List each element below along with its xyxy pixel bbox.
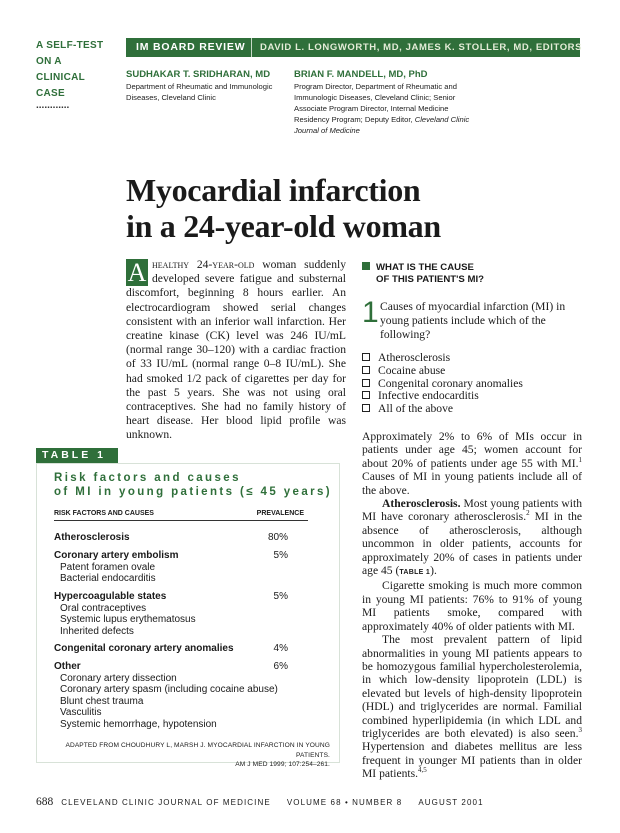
paragraph-heading: Atherosclerosis. (382, 497, 461, 511)
title-line: in a 24-year-old woman (126, 208, 441, 244)
table-source-line: ADAPTED FROM CHOUDHURY L, MARSH J. MYOCARDIAL INFARCTION IN YOUNG PATIENTS. (65, 742, 330, 759)
footer-volume: VOLUME 68 • NUMBER 8 (286, 798, 403, 807)
table-prevalence: 6% (273, 661, 288, 672)
answer-option-label: Congenital coronary anomalies (378, 376, 523, 390)
checkbox-icon[interactable] (362, 379, 370, 387)
checkbox-icon[interactable] (362, 404, 370, 412)
table-item: Patent foramen ovale (60, 561, 156, 573)
section-banner (126, 38, 583, 57)
self-test-line: CLINICAL (36, 72, 86, 83)
table-item: Systemic hemorrhage, hypotension (60, 718, 217, 730)
answer-option-label: Atherosclerosis (378, 351, 451, 364)
table-group-name: Atherosclerosis (54, 532, 130, 543)
table-header (54, 510, 308, 521)
question-text: Causes of myocardial infarction (MI) in young patients include which of the following? (380, 300, 566, 341)
self-test-label (36, 38, 116, 110)
body-paragraph (362, 430, 582, 497)
body-text: Causes of MI in young patients include all of the above. (362, 470, 582, 497)
table-prevalence: 80% (267, 532, 288, 543)
table-source-line: AM J MED 1999; 107:254–261. (235, 761, 330, 768)
title-line: Myocardial infarction (126, 172, 421, 208)
question-heading-line: OF THIS PATIENT'S MI? (376, 274, 484, 285)
table-item: Inherited defects (60, 625, 134, 637)
author-affiliation-line (294, 114, 474, 136)
page-footer (36, 796, 596, 809)
table-item: Bacterial endocarditis (60, 573, 156, 584)
table-item: Systemic lupus erythematosus (60, 614, 196, 625)
column-header-prevalence: PREVALENCE (256, 510, 304, 517)
table-title-line: of MI in young patients (≤ 45 years) (54, 486, 333, 498)
column-header-cause: RISK FACTORS AND CAUSES (54, 510, 154, 517)
table-item: Vasculitis (60, 707, 102, 718)
table-label: TABLE 1 (36, 448, 118, 463)
body-paragraph (362, 633, 582, 780)
page-number: 688 (36, 796, 54, 808)
body-text: Hypertension and diabetes mellitus are less frequent in younger MI patients than in older MI patients. (362, 740, 582, 781)
table-prevalence: 4% (273, 643, 288, 654)
self-test-dots: ............ (36, 100, 70, 111)
answer-option-label: Infective endocarditis (378, 389, 479, 403)
intro-lead: healthy 24-year-old (152, 258, 255, 271)
citation-ref: 4,5 (418, 766, 427, 775)
author-affiliation-line: Diseases, Cleveland Clinic (126, 93, 216, 102)
table-group-name: Other (54, 661, 81, 672)
self-test-line: ON A (36, 56, 62, 67)
table-prevalence: 5% (273, 550, 288, 561)
editors-line: DAVID L. LONGWORTH, MD, JAMES K. STOLLER, MD, EDITORS (260, 42, 583, 53)
table-row (54, 550, 308, 585)
table-row (54, 591, 308, 637)
drop-cap: A (127, 258, 147, 287)
table-row (54, 661, 308, 730)
table-group-name: Congenital coronary artery anomalies (54, 643, 234, 654)
self-test-line: A SELF-TEST (36, 40, 104, 51)
question-number: 1 (362, 296, 379, 329)
table-row (54, 643, 308, 655)
square-bullet-icon (362, 262, 370, 270)
table-prevalence: 5% (273, 591, 288, 602)
checkbox-icon[interactable] (362, 391, 370, 399)
body-paragraph (362, 497, 582, 579)
table-title-line: Risk factors and causes (54, 472, 241, 484)
citation-ref: 1 (578, 455, 582, 464)
table-reference[interactable]: TABLE 1 (399, 569, 431, 577)
intro-text: woman suddenly developed severe fatigue and substernal discomfort, beginning 8 hours earlier. An electrocardiogram showed serial changes consistent with an inferior wall infarction. Her creatine kinase (CK) level was 246 IU/mL (normal range 30–120) with a cardiac fraction of 33 IU/mL (normal range 0–8 IU/mL). She had smoked 1/2 pack of cigarettes per day for the past 5 years. She was not using oral contraceptives. She had no family history of heart disease. Her blood lipid profile was unknown. (126, 258, 347, 442)
table-source (54, 741, 330, 770)
table-row (54, 532, 308, 544)
checkbox-icon[interactable] (362, 366, 370, 374)
self-test-line: CASE (36, 88, 65, 99)
body-paragraph: Cigarette smoking is much more common in young MI patients: 76% to 91% of young MI patients smoke, compared with approximately 40% of older patients with MI. (362, 579, 582, 633)
author-name: SUDHAKAR T. SRIDHARAN, MD (126, 69, 271, 80)
body-text: Approximately 2% to 6% of MIs occur in patients under age 45; women account for about 20% of patients under age 55 with MI. (362, 430, 582, 470)
author-name: BRIAN F. MANDELL, MD, PhD (294, 69, 428, 80)
journal-name: Cleveland Clinic Journal of Medicine (294, 115, 470, 135)
answer-options (362, 352, 582, 416)
question-heading-line: WHAT IS THE CAUSE (376, 262, 474, 273)
table-item: Coronary artery spasm (including cocaine abuse) (60, 684, 278, 695)
body-text: The most prevalent pattern of lipid abnormalities in young MI patients appears to be homozygous familial hypercholesterolemia, in which low-density lipoprotein (LDL) is elevated but levels of high-density lipoprotein (HDL) and triglycerides are normal. Familial combined hyperlipidemia (in which LDL and triglycerides are both elevated) is also seen. (362, 633, 582, 740)
answer-option-label: All of the above (378, 402, 454, 416)
table-item: Coronary artery dissection (60, 672, 177, 684)
article-title (126, 172, 506, 244)
answer-option[interactable] (362, 403, 582, 416)
author-affiliation-text: Residency Program; Deputy Editor, (294, 115, 413, 124)
table-group-name: Coronary artery embolism (54, 550, 179, 561)
body-text: Most young patients with MI have coronary atherosclerosis. (362, 497, 582, 524)
question-heading (362, 262, 582, 286)
citation-ref: 2 (526, 509, 530, 518)
author-block (126, 68, 286, 103)
section-name: IM BOARD REVIEW (126, 38, 252, 57)
article-body (362, 430, 582, 781)
case-intro (126, 258, 346, 443)
answer-option-label: Cocaine abuse (378, 363, 446, 377)
author-affiliation-line: Associate Program Director, Internal Medicine (294, 104, 449, 113)
body-text: MI in the absence of atherosclerosis, although uncommon in older patients, accounts for approximately 20% of cases in patients under age 45 ( (362, 510, 583, 578)
body-text: ). (430, 564, 437, 578)
footer-date: AUGUST 2001 (418, 798, 484, 807)
author-affiliation-line: Immunologic Diseases, Cleveland Clinic; Senior (294, 93, 456, 102)
citation-ref: 3 (578, 726, 582, 735)
table-item: Blunt chest trauma (60, 695, 144, 707)
table-title (54, 471, 334, 499)
checkbox-icon[interactable] (362, 353, 370, 361)
author-affiliation-line: Department of Rheumatic and Immunologic (126, 82, 273, 91)
author-affiliation-line: Program Director, Department of Rheumatic and (294, 82, 457, 91)
footer-journal: CLEVELAND CLINIC JOURNAL OF MEDICINE (61, 798, 271, 807)
author-block (294, 68, 474, 136)
table-group-name: Hypercoagulable states (54, 591, 167, 602)
table-item: Oral contraceptives (60, 602, 147, 614)
